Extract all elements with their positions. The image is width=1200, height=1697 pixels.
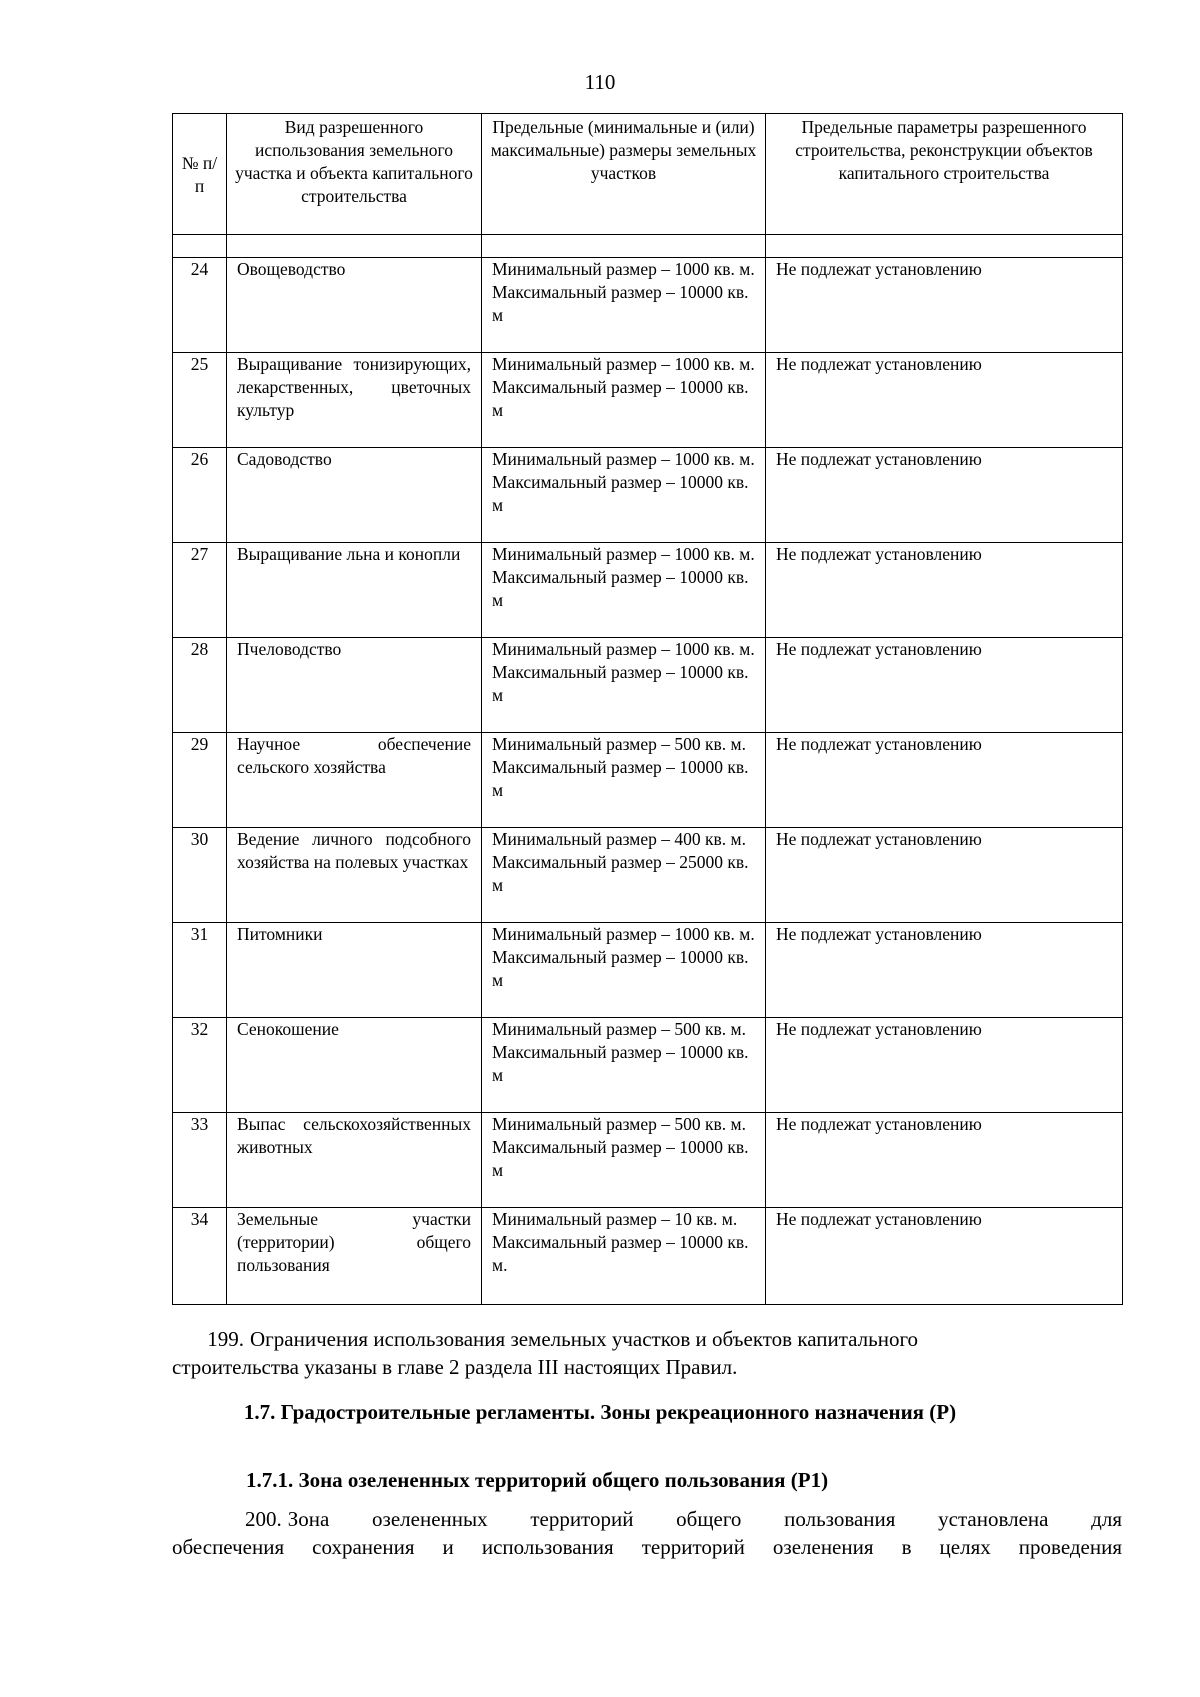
row-max-size: Максимальный размер – 10000 кв. м (492, 282, 749, 325)
row-use-type: Пчеловодство (227, 638, 482, 733)
table-row (173, 1113, 1123, 1208)
table-row (173, 638, 1123, 733)
row-max-size: Максимальный размер – 10000 кв. м (492, 1042, 749, 1085)
table-row (173, 733, 1123, 828)
row-max-size: Максимальный размер – 25000 кв. м (492, 852, 749, 895)
table-row (173, 1018, 1123, 1113)
table-row (173, 258, 1123, 353)
table-row (173, 828, 1123, 923)
row-number: 29 (173, 733, 227, 828)
header-use-type: Вид разрешенного использования земельного участка и объекта капитального строительства (227, 114, 482, 235)
row-number: 24 (173, 258, 227, 353)
row-plot-sizes (482, 258, 766, 353)
row-params: Не подлежат установлению (766, 923, 1123, 1018)
row-plot-sizes (482, 1208, 766, 1305)
row-number: 25 (173, 353, 227, 448)
row-number: 30 (173, 828, 227, 923)
table-row (173, 923, 1123, 1018)
row-min-size: Минимальный размер – 1000 кв. м. (492, 924, 755, 944)
row-max-size: Максимальный размер – 10000 кв. м (492, 1137, 749, 1180)
land-use-table (172, 113, 1123, 1305)
row-params: Не подлежат установлению (766, 638, 1123, 733)
table-row (173, 448, 1123, 543)
row-params: Не подлежат установлению (766, 258, 1123, 353)
row-use-type: Выращивание тонизирующих, лекарственных, цветочных культур (227, 353, 482, 448)
row-max-size: Максимальный размер – 10000 кв. м (492, 567, 749, 610)
table-row (173, 543, 1123, 638)
row-number: 31 (173, 923, 227, 1018)
header-params: Предельные параметры разрешенного строительства, реконструкции объектов капитального строительства (766, 114, 1123, 235)
row-min-size: Минимальный размер – 500 кв. м. (492, 1019, 746, 1039)
row-plot-sizes (482, 1113, 766, 1208)
row-min-size: Минимальный размер – 10 кв. м. (492, 1209, 738, 1229)
row-plot-sizes (482, 448, 766, 543)
row-plot-sizes (482, 733, 766, 828)
row-use-type: Выпас сельскохозяйственных животных (227, 1113, 482, 1208)
row-min-size: Минимальный размер – 500 кв. м. (492, 734, 746, 754)
paragraph-200-line2: обеспечения сохранения и использования территорий озеленения в целях проведения (172, 1535, 1122, 1559)
row-use-type: Садоводство (227, 448, 482, 543)
row-use-type: Научное обеспечение сельского хозяйства (227, 733, 482, 828)
row-plot-sizes (482, 353, 766, 448)
header-no: № п/п (173, 114, 227, 235)
row-use-type: Питомники (227, 923, 482, 1018)
paragraph-200 (172, 1505, 1122, 1561)
row-params: Не подлежат установлению (766, 828, 1123, 923)
row-max-size: Максимальный размер – 10000 кв. м (492, 377, 749, 420)
row-plot-sizes (482, 1018, 766, 1113)
paragraph-199-line2: строительства указаны в главе 2 раздела III настоящих Правил. (172, 1355, 738, 1379)
row-max-size: Максимальный размер – 10000 кв. м (492, 757, 749, 800)
row-use-type: Овощеводство (227, 258, 482, 353)
row-number: 27 (173, 543, 227, 638)
row-number: 32 (173, 1018, 227, 1113)
row-params: Не подлежат установлению (766, 1113, 1123, 1208)
row-min-size: Минимальный размер – 1000 кв. м. (492, 639, 755, 659)
row-min-size: Минимальный размер – 500 кв. м. (492, 1114, 746, 1134)
row-use-type: Выращивание льна и конопли (227, 543, 482, 638)
row-params: Не подлежат установлению (766, 733, 1123, 828)
row-params: Не подлежат установлению (766, 448, 1123, 543)
table-spacer-row (173, 235, 1123, 258)
page-number: 110 (584, 70, 616, 94)
row-min-size: Минимальный размер – 1000 кв. м. (492, 544, 755, 564)
section-heading-1-7-1: 1.7.1. Зона озелененных территорий общего пользования (Р1) (246, 1468, 829, 1492)
row-params: Не подлежат установлению (766, 543, 1123, 638)
header-plot-sizes: Предельные (минимальные и (или) максимальные) размеры земельных участков (482, 114, 766, 235)
section-heading-1-7: 1.7. Градостроительные регламенты. Зоны рекреационного назначения (Р) (243, 1400, 957, 1424)
row-max-size: Максимальный размер – 10000 кв. м. (492, 1232, 749, 1275)
table-header-row (173, 114, 1123, 235)
row-max-size: Максимальный размер – 10000 кв. м (492, 472, 749, 515)
row-max-size: Максимальный размер – 10000 кв. м (492, 662, 749, 705)
table-row (173, 353, 1123, 448)
row-plot-sizes (482, 543, 766, 638)
table-row (173, 1208, 1123, 1305)
paragraph-199-number: 199. (207, 1327, 244, 1351)
row-min-size: Минимальный размер – 1000 кв. м. (492, 259, 755, 279)
row-number: 26 (173, 448, 227, 543)
row-use-type: Земельные участки (территории) общего пользования (227, 1208, 482, 1305)
row-use-type: Сенокошение (227, 1018, 482, 1113)
row-use-type: Ведение личного подсобного хозяйства на полевых участках (227, 828, 482, 923)
row-params: Не подлежат установлению (766, 353, 1123, 448)
row-number: 34 (173, 1208, 227, 1305)
row-params: Не подлежат установлению (766, 1208, 1123, 1305)
paragraph-200-number: 200. (245, 1507, 282, 1531)
row-number: 33 (173, 1113, 227, 1208)
paragraph-200-line1: Зона озелененных территорий общего пользования установлена для (287, 1507, 1122, 1531)
row-number: 28 (173, 638, 227, 733)
row-params: Не подлежат установлению (766, 1018, 1123, 1113)
row-min-size: Минимальный размер – 1000 кв. м. (492, 354, 755, 374)
row-min-size: Минимальный размер – 1000 кв. м. (492, 449, 755, 469)
paragraph-199 (172, 1325, 1122, 1381)
row-plot-sizes (482, 828, 766, 923)
row-min-size: Минимальный размер – 400 кв. м. (492, 829, 746, 849)
row-max-size: Максимальный размер – 10000 кв. м (492, 947, 749, 990)
row-plot-sizes (482, 923, 766, 1018)
row-plot-sizes (482, 638, 766, 733)
paragraph-199-line1: Ограничения использования земельных участков и объектов капитального (250, 1327, 919, 1351)
